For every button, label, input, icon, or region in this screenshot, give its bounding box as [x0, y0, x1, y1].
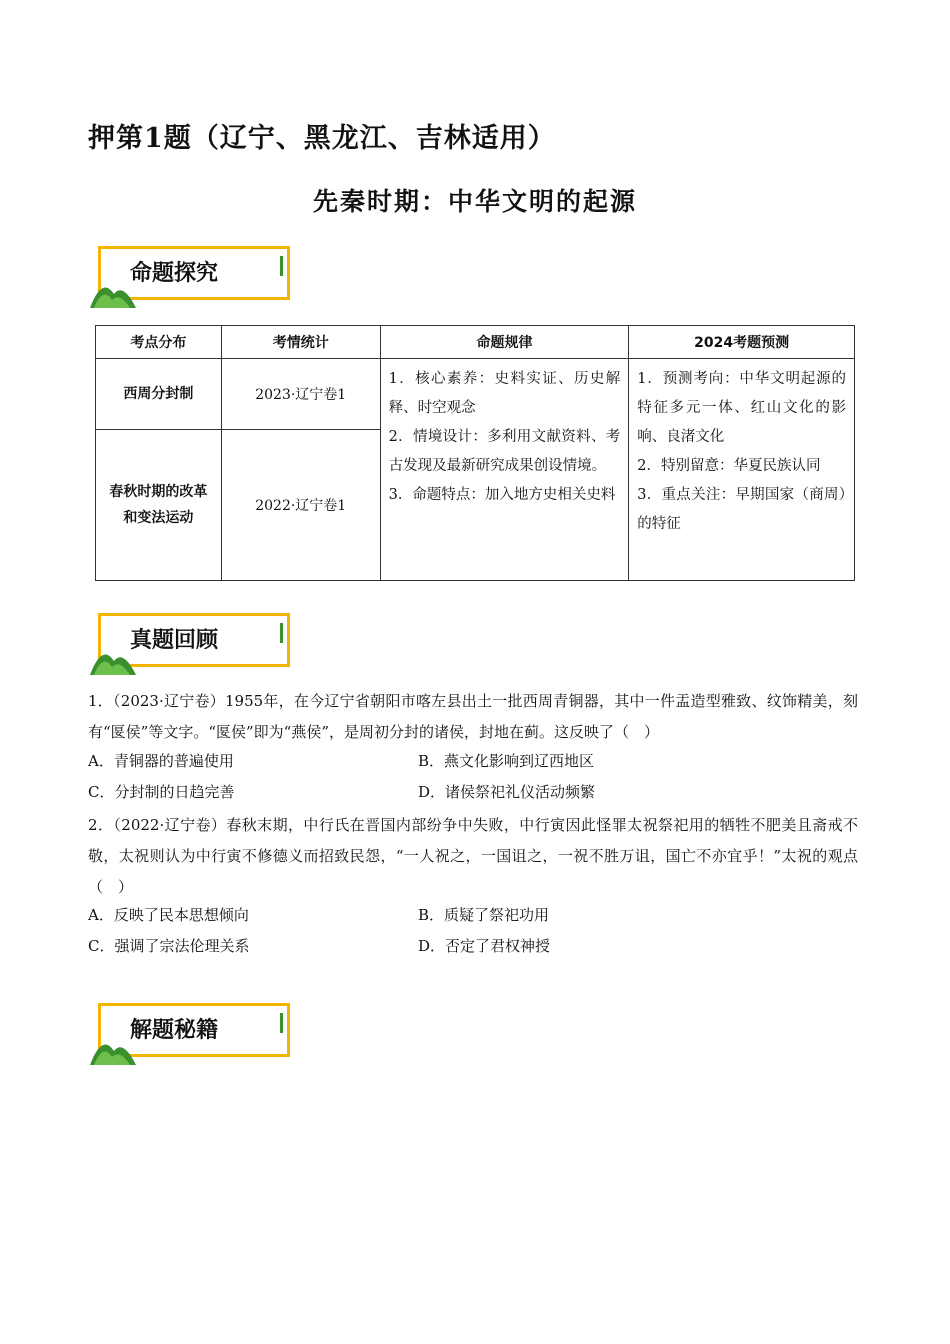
- question-option: D．否定了君权神授: [418, 937, 551, 955]
- exam-analysis-table: [95, 325, 855, 581]
- banner-label: 真题回顾: [130, 628, 219, 653]
- question-option: D．诸侯祭祀礼仪活动频繁: [418, 783, 596, 801]
- rule-item: 1．核心素养：史料实证、历史解释、时空观念: [388, 371, 621, 416]
- section-banner-analysis: [90, 246, 298, 308]
- document-subtitle: 先秦时期：中华文明的起源: [312, 187, 637, 216]
- exam-point: 西周分封制: [96, 359, 222, 430]
- banner-label: 解题秘籍: [130, 1018, 219, 1043]
- table-header: 命题规律: [380, 326, 629, 359]
- question-option: B．质疑了祭祀功用: [418, 906, 550, 924]
- table-row: [96, 359, 855, 430]
- table-header: 2024考题预测: [629, 326, 855, 359]
- question-option: A．反映了民本思想倾向: [88, 906, 249, 924]
- banner-label: 命题探究: [130, 261, 219, 286]
- forecast-item: 3．重点关注：早期国家（商周）的特征: [637, 487, 846, 532]
- question-stem: 1．（2023·辽宁卷）1955年，在今辽宁省朝阳市喀左县出土一批西周青铜器，其中一件盂造型雅致、纹饰精美，刻有“匽侯”等文字。“匽侯”即为“燕侯”，是周初分封的诸侯，封地在蓟。这反映了（ ）: [88, 692, 858, 741]
- section-banner-tips: [90, 1003, 298, 1065]
- question-option: C．分封制的日趋完善: [88, 783, 235, 801]
- question-option: C．强调了宗法伦理关系: [88, 937, 250, 955]
- table-header: 考点分布: [96, 326, 222, 359]
- document-title: 押第1题（辽宁、黑龙江、吉林适用）: [88, 123, 556, 154]
- rule-item: 2．情境设计：多利用文献资料、考古发现及最新研究成果创设情境。: [388, 429, 621, 474]
- section-banner-review: [90, 613, 298, 675]
- forecast-item: 1．预测考向：中华文明起源的特征多元一体、红山文化的影响、良渚文化: [637, 371, 846, 445]
- question-stem: 2．（2022·辽宁卷）春秋末期，中行氏在晋国内部纷争中失败，中行寅因此怪罪太祝祭祀用的牺牲不肥美且斋戒不敬，太祝则认为中行寅不修德义而招致民怨，“一人祝之，一国诅之，一祝不胜万诅，国亡不亦宜乎！”太祝的观点（ ）: [88, 816, 858, 896]
- exam-rules: [380, 359, 629, 581]
- exam-point: 春秋时期的改革和变法运动: [96, 430, 222, 581]
- question-option: B．燕文化影响到辽西地区: [418, 752, 595, 770]
- rule-item: 3．命题特点：加入地方史相关史料: [388, 487, 616, 503]
- question-option: A．青铜器的普遍使用: [88, 752, 234, 770]
- exam-stat: 2023·辽宁卷1: [221, 359, 380, 430]
- exam-forecast: [629, 359, 855, 581]
- forecast-item: 2．特别留意：华夏民族认同: [637, 458, 821, 474]
- table-header: 考情统计: [221, 326, 380, 359]
- exam-stat: 2022·辽宁卷1: [221, 430, 380, 581]
